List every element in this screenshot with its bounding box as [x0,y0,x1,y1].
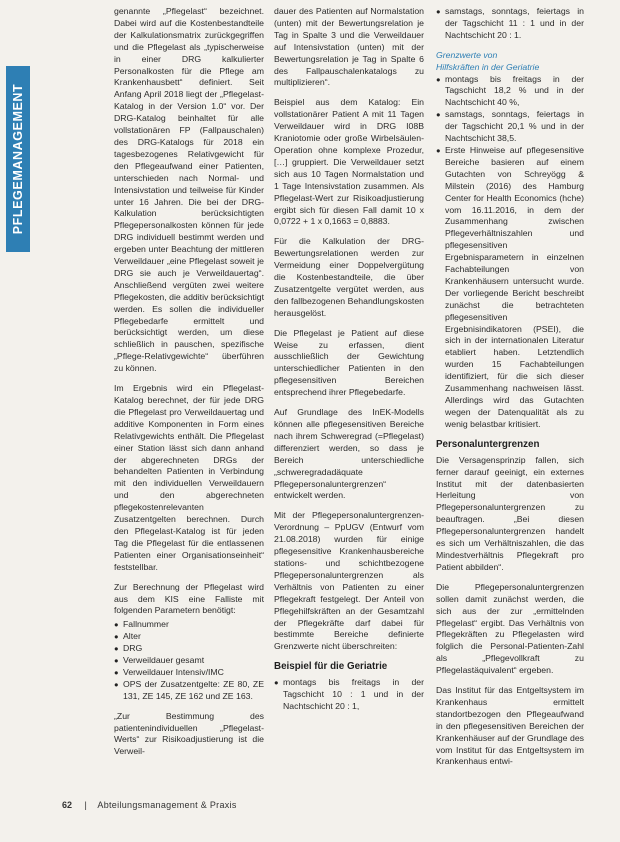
section-heading: Personaluntergrenzen [436,438,540,450]
list-item: ● Verweildauer gesamt [114,655,264,667]
paragraph: Die Pflegelast je Patient auf diese Weise zu erfassen, dient ausschließlich der Gewichtung unterschiedlicher Patienten in den pflegesensitiven Bereichen entsprechend ihrer Pflegebedarfe. [274,327,424,398]
list-item: ● samstags, sonntags, feiertags in der Tagschicht 11 : 1 und in der Nachtschicht 20 : 1. [436,6,584,42]
paragraph: Im Ergebnis wird ein Pflegelast-Katalog berechnet, der für jede DRG die Pflegelast pro Verweildauertag und additive Komponenten in Form eines Relativgewichts enthält. Die Pflegelast einer Station lässt sich dann anhand der abgerechneten DRGs der behandelten Patienten in Verbindung mit den individuellen Verweildauern und den abgerechneten pflegekostenrelevanten Zusatzentgelten berechnen. Durch den Pflegelast-Katalog ist für jeden Tag die Pflegelast für die entlassenen Patienten einer Organisationseinheit“ feststellbar. [114,383,264,572]
list-item: ● Erste Hinweise auf pflegesensitive Bereiche basieren auf einem Gutachten von Schreyögg & Milstein (2016) des Hamburg Center for Health Economics (hche) vom 16.11.2016, in dem der Zusammenhang zwischen Pflegeverhältniszahlen und pflegesensitiven Ergebnisparametern in einzelnen Fachabteilungen von Krankenhäusern untersucht wurde. Der vorliegende Bericht beschreibt zunächst die betrachteten pflegesensitiven Ergebnisindikatoren (PSEI), die sich in der internationalen Literatur etabliert haben. Letztendlich wurden 15 Fachabteilungen identifiziert, für die sich dieser Zusammenhang nachweisen lässt. Allerdings wird das Gutachten wegen der Datenqualität als zu wenig belastbar kritisiert. [436,145,584,431]
section-band [6,66,30,252]
page-footer [62,800,237,810]
paragraph: „Zur Bestimmung des patientenindividuellen „Pflegelast-Werts“ zur Risikoadjustierung ist die Verweil- [114,710,264,757]
paragraph: Beispiel aus dem Katalog: Ein vollstationärer Patient A mit 11 Tagen Verweildauer wird in DRG I08B Kraniotomie oder große Wirbelsäulen-Operation ohne komplexe Prozedur, […] gruppiert. Die Verweildauer setzt sich aus 10 Tagen Normalstation und 1 Tage Intensivstation zusammen. Als Pflegelast-Wert zur Risikoadjustierung ergibt sich für diesen Fall damit 10 x 0,0722 + 1 x 0,1663 = 0,8883. [274,97,424,227]
geriatrics-list [274,677,424,713]
list-item: ● montags bis freitags in der Tagschicht 18,2 % und in der Nachtschicht 40 %, [436,74,584,110]
text-column-3 [436,6,584,836]
section-heading: Beispiel für die Geriatrie [274,661,388,673]
sublabel: Hilfskräften in der Geriatrie [436,61,540,72]
paragraph: Für die Kalkulation der DRG-Bewertungsrelationen werden zur Vermeidung einer Doppelvergütung die Kostenbestandteile, die über Zusatzentgelte vergütet werden, aus den fallbezogenen Behandlungskosten herausgelöst. [274,236,424,318]
paragraph: dauer des Patienten auf Normalstation (unten) mit der Bewertungsrelation je Tag in Spalte 3 und die Verweildauer auf Intensivstation (unten) mit der Bewertungsrelation je Tag in Spalte 6 des Fallpauschalenkatalogs zu multiplizieren“. [274,6,424,88]
footer-divider: | [84,800,87,810]
paragraph: Mit der Pflegepersonaluntergrenzen-Verordnung – PpUGV (Entwurf vom 21.08.2018) wurden für einige pflegesensitive Krankenhausbereiche stations- und schichtbezogene Pflegepersonaluntergrenzen als Verhältnis von Patienten zu einer Pflegekraft festgelegt. Der Anteil von Pflegehilfskräften an der Gesamtzahl der Pflegekräfte darf dabei für bestimmte Bereiche definierte Grenzwerte nicht überschreiten: [274,510,424,652]
sidebar [0,0,30,842]
parameter-list [114,619,264,702]
paragraph: Auf Grundlage des InEK-Modells können alle pflegesensitiven Bereiche nach ihrem Schweregrad (=Pflegelast) differenziert werden, so dass je Bereich unterschiedliche „schweregradadäquate Pflegepersonaluntergrenzen“ entwickelt werden. [274,407,424,501]
paragraph: Die Versagensprinzip fallen, sich ferner darauf geeinigt, ein externes Institut mit der datenbasierten Herleitung von Pflegepersonaluntergrenzen zu beauftragen. „Bei diesen Pflegepersonaluntergrenzen handelt es sich um Verhältniszahlen, die das Mindestverhältnis Pflegekraft pro Patient abbilden“. [436,454,584,572]
list-item: ● DRG [114,643,264,655]
sublabel: Grenzwerte von [436,49,498,60]
list-item: ● Alter [114,631,264,643]
list-item: ● OPS der Zusatzentgelte: ZE 80, ZE 131, ZE 145, ZE 162 und ZE 163. [114,679,264,703]
paragraph: Die Pflegepersonaluntergrenzen sollen damit zunächst werden, die sich aus der zur „ermittelnden Pflegelast“ ergibt. Das Verhältnis von Pflegekräften zu Pflegelasten wird folglich die Personal-Patienten-Zahl als „Pflegevollkraft zu Pflegelastäquivalent“ ergeben. [436,581,584,676]
list-item: ● Fallnummer [114,619,264,631]
section-label: PFLEGEMANAGEMENT [11,83,25,235]
paragraph: Das Institut für das Entgeltsystem im Krankenhaus ermittelt standortbezogen den Pflegeaufwand in den pflegesensitiven Bereichen der Krankenhäuser auf der Grundlage des vom Institut für das Entgeltsystem im Krankenhaus entwi- [436,685,584,767]
paragraph: genannte „Pflegelast“ bezeichnet. Dabei wird auf die Kostenbestandteile der Kalkulationsmatrix zurückgegriffen und die Pflegelast als „typischerweise in einer DRG kalkulierter Personalkosten für die Pflege am Krankenhausbett“ definiert. Seit Anfang April 2018 liegt der „Pflegelast-Katalog in der Version 1.0“ vor. Der DRG-Katalog beinhaltet für alle vollstationären FP (Fallpauschalen) des DRG-Katalogs für 2018 ein tagesbezogenes Relativgewicht für den Pflegeaufwand einer Patienten, unterschieden nach Normal- und Intensivstation und teilweise für Kinder unter 16 Jahren. Die bei der DRG-Kalkulation berücksichtigten Pflegepersonalkosten können für jede DRG individuell bestimmt werden und ergeben unter Beachtung der mittleren Verweildauer „eine Pflegelast soweit je DRG sie auch je Verweildauertag“. Anschließend vergüten zwei weitere Pflegekosten, die additiv berücksichtigt werden. Es sollen die individueller Pflegebedarfe ermittelt und berücksichtigt werden, um diese schließlich in pauschen, spezifische „Pflege-Relativgewichte“ überführen zu können. [114,6,264,374]
journal-name: Abteilungsmanagement & Praxis [97,800,237,810]
text-column-2 [274,6,424,796]
list-item: ● samstags, sonntags, feiertags in der Tagschicht 20,1 % und in der Nachtschicht 38,5. [436,109,584,145]
paragraph: Zur Berechnung der Pflegelast wird aus dem KIS eine Falliste mit folgenden Parametern benötigt: [114,581,264,616]
assistant-limits-list [436,74,584,431]
list-item: ● montags bis freitags in der Tagschicht 10 : 1 und in der Nachtschicht 20 : 1, [274,677,424,713]
text-column-1 [114,6,264,796]
list-item: ● Verweildauer Intensiv/IMC [114,667,264,679]
geriatrics-list-continued [436,6,584,42]
page-number: 62 [62,800,73,810]
